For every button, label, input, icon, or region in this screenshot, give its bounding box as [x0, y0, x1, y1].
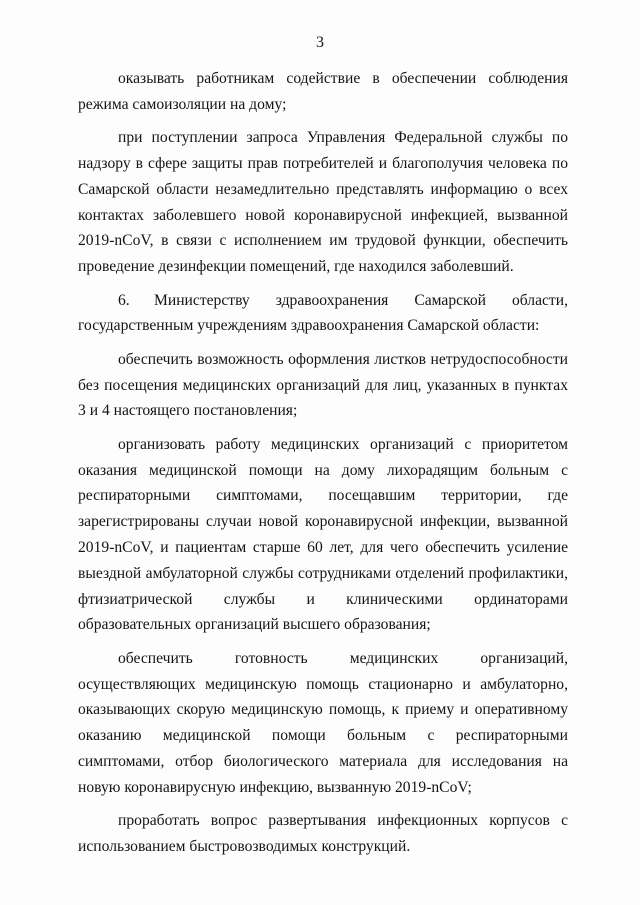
paragraph-assist-self-isolation: оказывать работникам содействие в обеспечении соблюдения режима самоизоляции на дому; — [78, 70, 568, 113]
paragraph-home-care: организовать работу медицинских организаций с приоритетом оказания медицинской помощи на дому лихорадящим больным с респираторными симптомами, посещавшим территории, где зарегистрированы случаи новой коронавирусной инфекции, вызванной 2019-nCoV, и пациентам старше 60 лет, для чего обеспечить усиление выездной амбулаторной службы сотрудниками отделений профилактики, фтизиатрической службы и клиническими ординаторами образовательных организаций высшего образования; — [78, 435, 568, 634]
page-number: 3 — [316, 34, 324, 51]
paragraph-rospotrebnadzor-request: при поступлении запроса Управления Федеральной службы по надзору в сфере защиты прав потребителей и благополучия человека по Самарской области незамедлительно представлять информацию о всех контактах заболевшего новой коронавирусной инфекцией, вызванной 2019-nCoV, в связи с исполнением им трудовой функции, обеспечить проведение дезинфекции помещений, где находился заболевший. — [78, 129, 568, 276]
paragraph-item-6 — [78, 288, 568, 340]
paragraph-infectious-buildings: проработать вопрос развертывания инфекционных корпусов с использованием быстровозводимых конструкций. — [78, 812, 568, 855]
item-6-text: Министерству здравоохранения Самарской области, государственным учреждениям здравоохранения Самарской области: — [78, 291, 568, 335]
paragraph-sick-leave: обеспечить возможность оформления листков нетрудоспособности без посещения медицинских организаций для лиц, указанных в пунктах 3 и 4 настоящего постановления; — [78, 350, 568, 420]
item-number: 6. — [118, 291, 130, 309]
document-body — [78, 66, 568, 867]
paragraph-readiness: обеспечить готовность медицинских организаций, осуществляющих медицинскую помощь стационарно и амбулаторно, оказывающих скорую медицинскую помощь, к приему и оперативному оказанию медицинской помощи больным с респираторными симптомами, отбор биологического материала для исследования на новую коронавирусную инфекцию, вызванную 2019-nCoV; — [78, 649, 568, 796]
